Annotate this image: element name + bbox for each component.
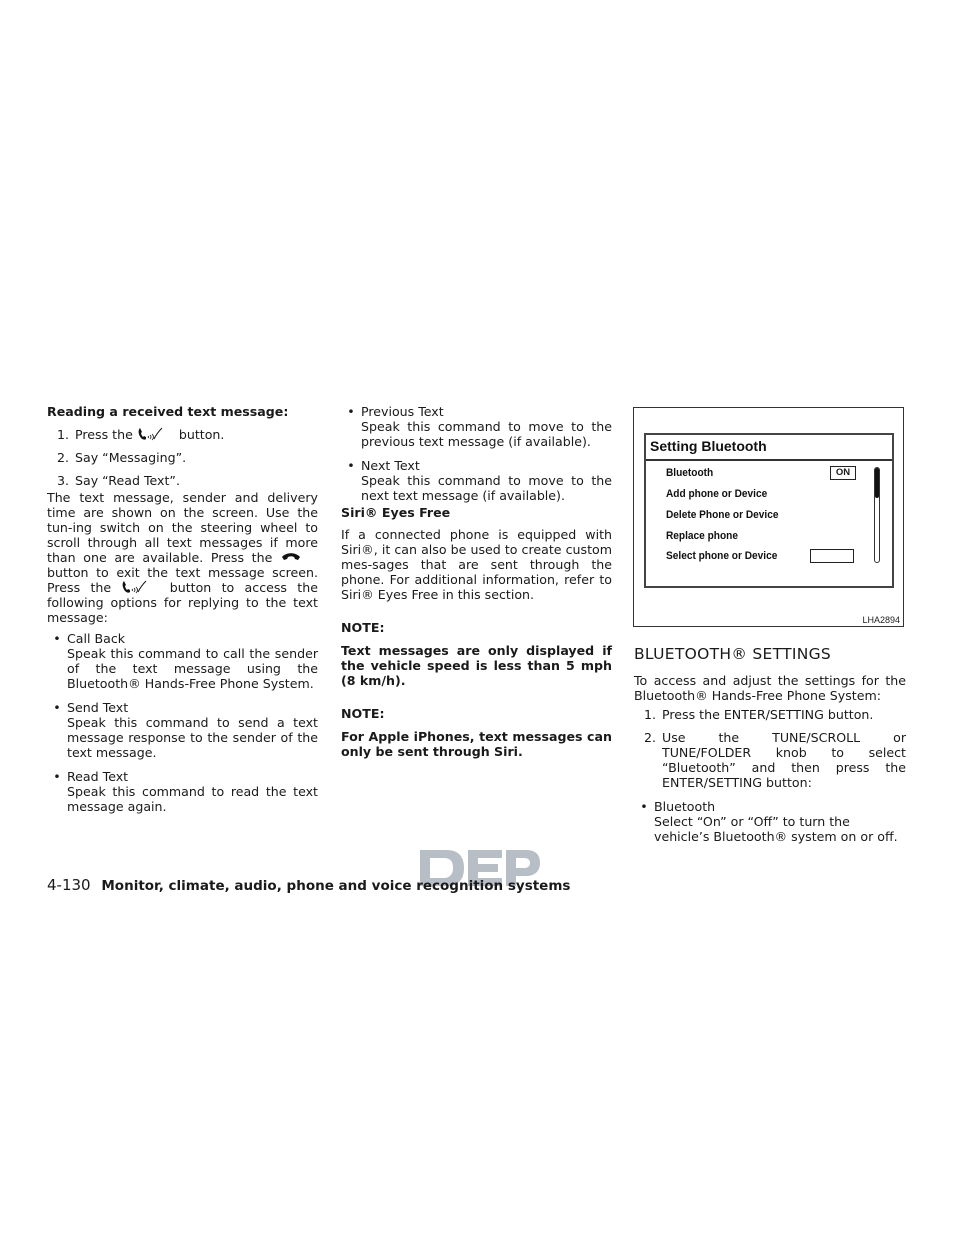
menu-item-delete-phone: Delete Phone or Device — [666, 509, 779, 521]
step-1 — [47, 427, 318, 442]
step-number: 1. — [56, 427, 69, 442]
page-number: 4-130 — [47, 876, 91, 894]
divider — [646, 459, 892, 461]
paragraph-intro: To access and adjust the settings for the Bluetooth® Hands-Free Phone System: — [634, 673, 906, 703]
column-middle — [341, 404, 612, 759]
step-2: 2. Say “Messaging”. — [56, 450, 187, 465]
heading-reading-text: Reading a received text message: — [47, 404, 289, 419]
step-1: 1. Press the ENTER/SETTING button. — [643, 707, 874, 722]
phone-hangup-icon — [280, 550, 318, 564]
paragraph-text-message: The text message, sender and delivery time are shown on the screen. Use the tun-ing switch on the steering wheel to scroll through all text messages if more than one are available. Press the button to exit the text message screen. Press the button to access the following options for replying to the text message: — [47, 490, 318, 625]
section-title: BLUETOOTH® SETTINGS — [634, 645, 832, 663]
scrollbar-thumb — [875, 468, 879, 498]
bullet-bluetooth: • Bluetooth Select “On” or “Off” to turn the vehicle’s Bluetooth® system on or off. — [640, 799, 898, 844]
column-left — [47, 404, 318, 823]
bullet-read-text: • Read Text Speak this command to read the text message again. — [53, 769, 318, 814]
paragraph-siri: If a connected phone is equipped with Siri®, it can also be used to create custom mes-sages that are sent through the phone. For additional information, refer to Siri® Eyes Free in this section. — [341, 527, 612, 602]
page-footer — [47, 876, 570, 895]
note-text: For Apple iPhones, text messages can only be sent through Siri. — [341, 729, 612, 759]
phone-voice-icon — [121, 580, 159, 594]
figure-code: LHA2894 — [862, 615, 900, 625]
step-text: Press the — [75, 427, 133, 442]
menu-item-replace-phone: Replace phone — [666, 530, 738, 542]
bullet-previous-text: • Previous Text Speak this command to move to the previous text message (if available). — [347, 404, 612, 449]
phone-voice-icon — [137, 427, 175, 441]
heading-siri: Siri® Eyes Free — [341, 505, 451, 520]
screen-frame — [644, 433, 894, 588]
note-label: NOTE: — [341, 620, 385, 635]
step-3: 3. Say “Read Text”. — [56, 473, 180, 488]
menu-item-select-phone: Select phone or Device — [666, 550, 778, 562]
bullet-next-text: • Next Text Speak this command to move to the next text message (if available). — [347, 458, 612, 503]
note-label: NOTE: — [341, 706, 385, 721]
figure-setting-bluetooth — [633, 407, 904, 627]
empty-indicator-box — [810, 549, 854, 563]
screen-title: Setting Bluetooth — [650, 438, 767, 454]
note-text: Text messages are only displayed if the vehicle speed is less than 5 mph (8 km/h). — [341, 643, 612, 688]
step-text: button. — [178, 427, 225, 442]
toggle-on-indicator: ON — [830, 466, 856, 480]
footer-title: Monitor, climate, audio, phone and voice recognition systems — [101, 878, 571, 894]
step-2: 2. Use the TUNE/SCROLL or TUNE/FOLDER knob to select “Bluetooth” and then press the ENTER/SETTING button: — [643, 730, 906, 790]
column-right — [634, 633, 906, 853]
scrollbar-track — [874, 467, 880, 563]
bullet-call-back: • Call Back Speak this command to call the sender of the text message using the Bluetooth® Hands-Free Phone System. — [53, 631, 318, 691]
menu-item-bluetooth: Bluetooth — [666, 467, 714, 479]
menu-item-add-phone: Add phone or Device — [666, 488, 768, 500]
bullet-send-text: • Send Text Speak this command to send a text message response to the sender of the text message. — [53, 700, 318, 760]
